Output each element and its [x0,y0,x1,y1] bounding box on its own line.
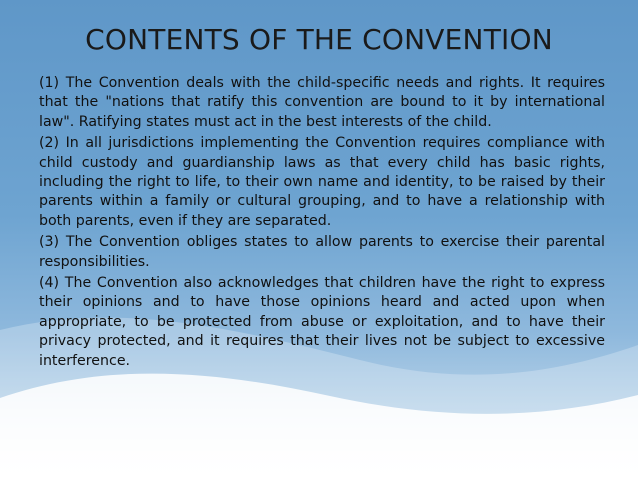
slide-body [39,74,605,373]
paragraph-4: (4) The Convention also acknowledges that children have the right to express their opinions and to have those opinions heard and acted upon when appropriate, to be protected from abuse or exploitation, and to have their privacy protected, and it requires that their lives not be subject to excessive interference. [39,275,605,369]
paragraph-3: (3) The Convention obliges states to allow parents to exercise their parental responsibilities. [39,234,605,270]
paragraph-2: (2) In all jurisdictions implementing the Convention requires compliance with child custody and guardianship laws as that every child has basic rights, including the right to life, to their own name and identity, to be raised by their parents within a family or cultural grouping, and to have a relationship with both parents, even if they are separated. [39,135,605,229]
slide-title: CONTENTS OF THE CONVENTION [85,23,553,56]
paragraph-1: (1) The Convention deals with the child-specific needs and rights. It requires that the "nations that ratify this convention are bound to it by international law". Ratifying states must act in the best interests of the child. [39,75,605,130]
